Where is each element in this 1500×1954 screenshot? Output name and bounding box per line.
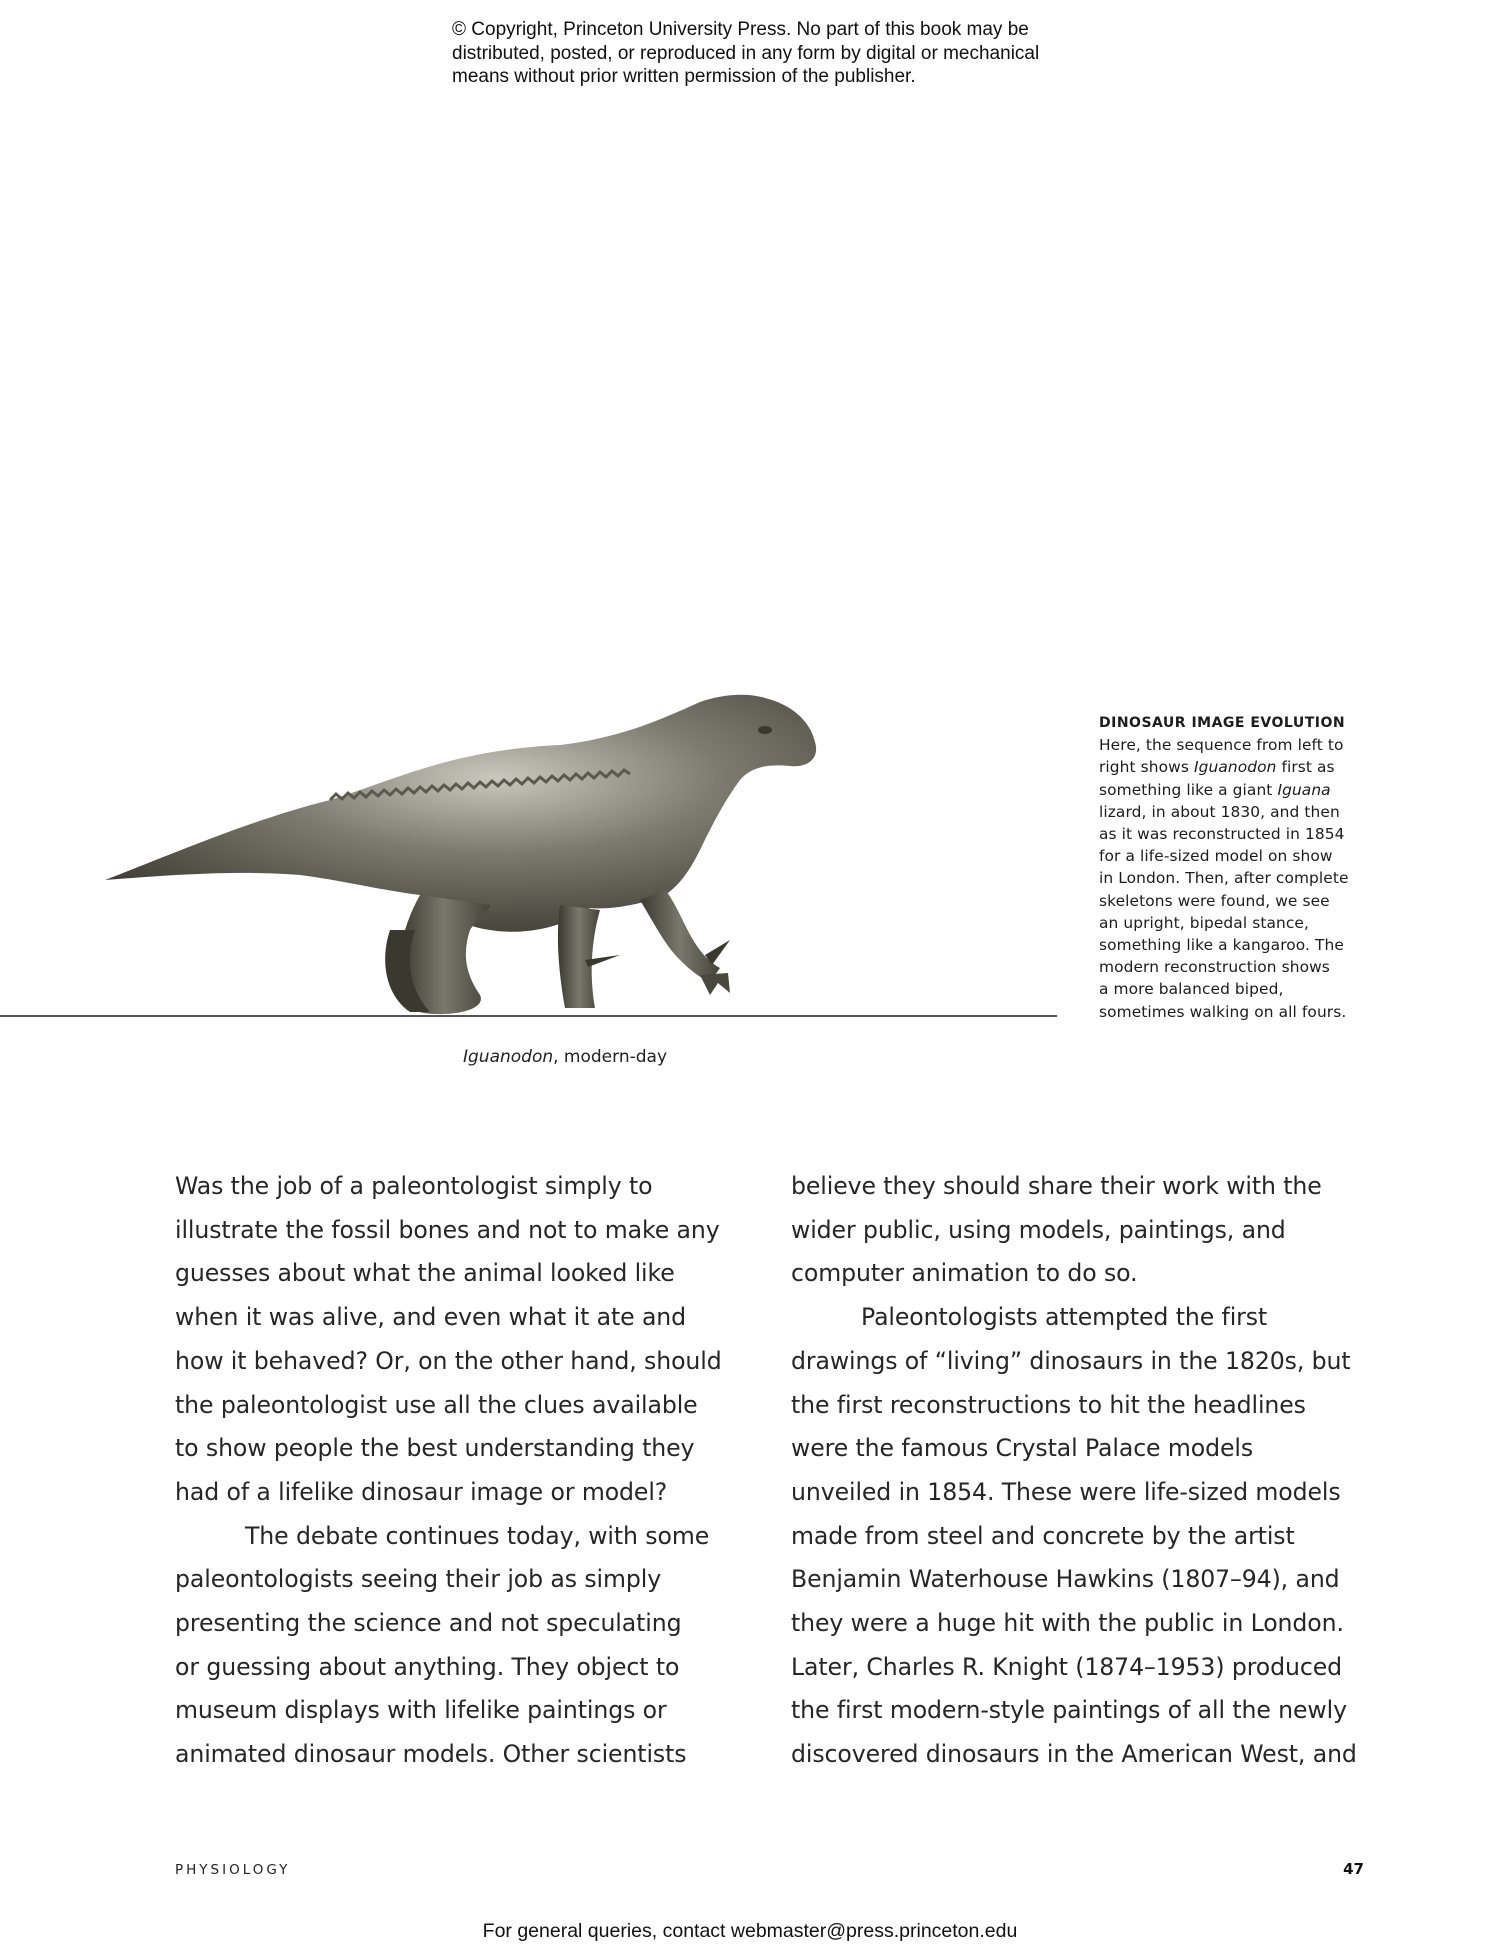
running-head: PHYSIOLOGY	[175, 1862, 291, 1878]
body-line: animated dinosaur models. Other scientists	[175, 1740, 687, 1769]
body-line: they were a huge hit with the public in London.	[791, 1609, 1344, 1638]
sidebar-title: DINOSAUR IMAGE EVOLUTION	[1099, 715, 1346, 731]
body-line: museum displays with lifelike paintings or	[175, 1696, 667, 1725]
contact-notice: For general queries, contact webmaster@press.princeton.edu	[482, 1920, 1018, 1942]
body-line: made from steel and concrete by the artist	[791, 1521, 1295, 1550]
sidebar-line: something like a kangaroo. The	[1099, 936, 1344, 955]
body-line: Paleontologists attempted the first	[861, 1303, 1268, 1332]
body-line: or guessing about anything. They object to	[175, 1652, 680, 1681]
sidebar-line: something like a giant Iguana	[1099, 780, 1331, 799]
copyright-line: © Copyright, Princeton University Press. No part of this book may be	[452, 19, 1029, 40]
body-line: the first modern-style paintings of all the newly	[791, 1696, 1347, 1725]
body-line: the first reconstructions to hit the headlines	[791, 1390, 1306, 1419]
body-line: The debate continues today, with some	[245, 1521, 710, 1550]
sidebar-line: modern reconstruction shows	[1099, 958, 1330, 977]
page-number: 47	[1343, 1860, 1364, 1878]
sidebar-line: a more balanced biped,	[1099, 980, 1284, 999]
caption-species: Iguanodon	[462, 1047, 554, 1067]
body-line: unveiled in 1854. These were life-sized models	[791, 1477, 1341, 1506]
iguanodon-illustration	[0, 690, 1060, 1020]
body-column-left	[175, 1165, 755, 1777]
dinosaur-icon	[0, 690, 1060, 1020]
body-line: when it was alive, and even what it ate and	[175, 1303, 687, 1332]
sidebar-line: Here, the sequence from left to	[1099, 736, 1344, 755]
sidebar-line: lizard, in about 1830, and then	[1099, 802, 1340, 821]
body-line: the paleontologist use all the clues available	[175, 1390, 698, 1419]
copyright-line: distributed, posted, or reproduced in any form by digital or mechanical	[452, 42, 1040, 64]
sidebar-line: sometimes walking on all fours.	[1099, 1002, 1347, 1021]
body-line: to show people the best understanding they	[175, 1434, 695, 1463]
sidebar-line: right shows Iguanodon first as	[1099, 758, 1335, 777]
body-line: were the famous Crystal Palace models	[791, 1434, 1254, 1463]
body-line: discovered dinosaurs in the American West, and	[791, 1740, 1357, 1769]
body-line: computer animation to do so.	[791, 1259, 1138, 1288]
sidebar-line: in London. Then, after complete	[1099, 869, 1349, 888]
copyright-notice	[452, 18, 1072, 89]
figure-caption	[0, 1047, 1130, 1067]
body-line: illustrate the fossil bones and not to make any	[175, 1215, 720, 1244]
sidebar-line: an upright, bipedal stance,	[1099, 913, 1309, 932]
sidebar-line: skeletons were found, we see	[1099, 891, 1330, 910]
ground-line	[0, 1015, 1057, 1017]
sidebar-line: as it was reconstructed in 1854	[1099, 825, 1345, 844]
body-line: drawings of “living” dinosaurs in the 1820s, but	[791, 1346, 1351, 1375]
sidebar-note	[1099, 712, 1389, 1023]
body-line: paleontologists seeing their job as simply	[175, 1565, 662, 1594]
body-line: wider public, using models, paintings, and	[791, 1215, 1286, 1244]
body-line: Later, Charles R. Knight (1874–1953) produced	[791, 1652, 1343, 1681]
sidebar-line: for a life-sized model on show	[1099, 847, 1333, 866]
copyright-line: means without prior written permission of the publisher.	[452, 66, 916, 87]
body-line: how it behaved? Or, on the other hand, should	[175, 1346, 722, 1375]
body-line: Benjamin Waterhouse Hawkins (1807–94), and	[791, 1565, 1340, 1594]
caption-note: , modern-day	[553, 1047, 668, 1067]
body-line: Was the job of a paleontologist simply to	[175, 1172, 653, 1200]
body-column-right	[791, 1165, 1391, 1777]
body-line: had of a lifelike dinosaur image or model?	[175, 1477, 668, 1506]
body-line: believe they should share their work with the	[791, 1172, 1322, 1200]
body-line: guesses about what the animal looked like	[175, 1259, 675, 1288]
body-line: presenting the science and not speculating	[175, 1609, 682, 1638]
